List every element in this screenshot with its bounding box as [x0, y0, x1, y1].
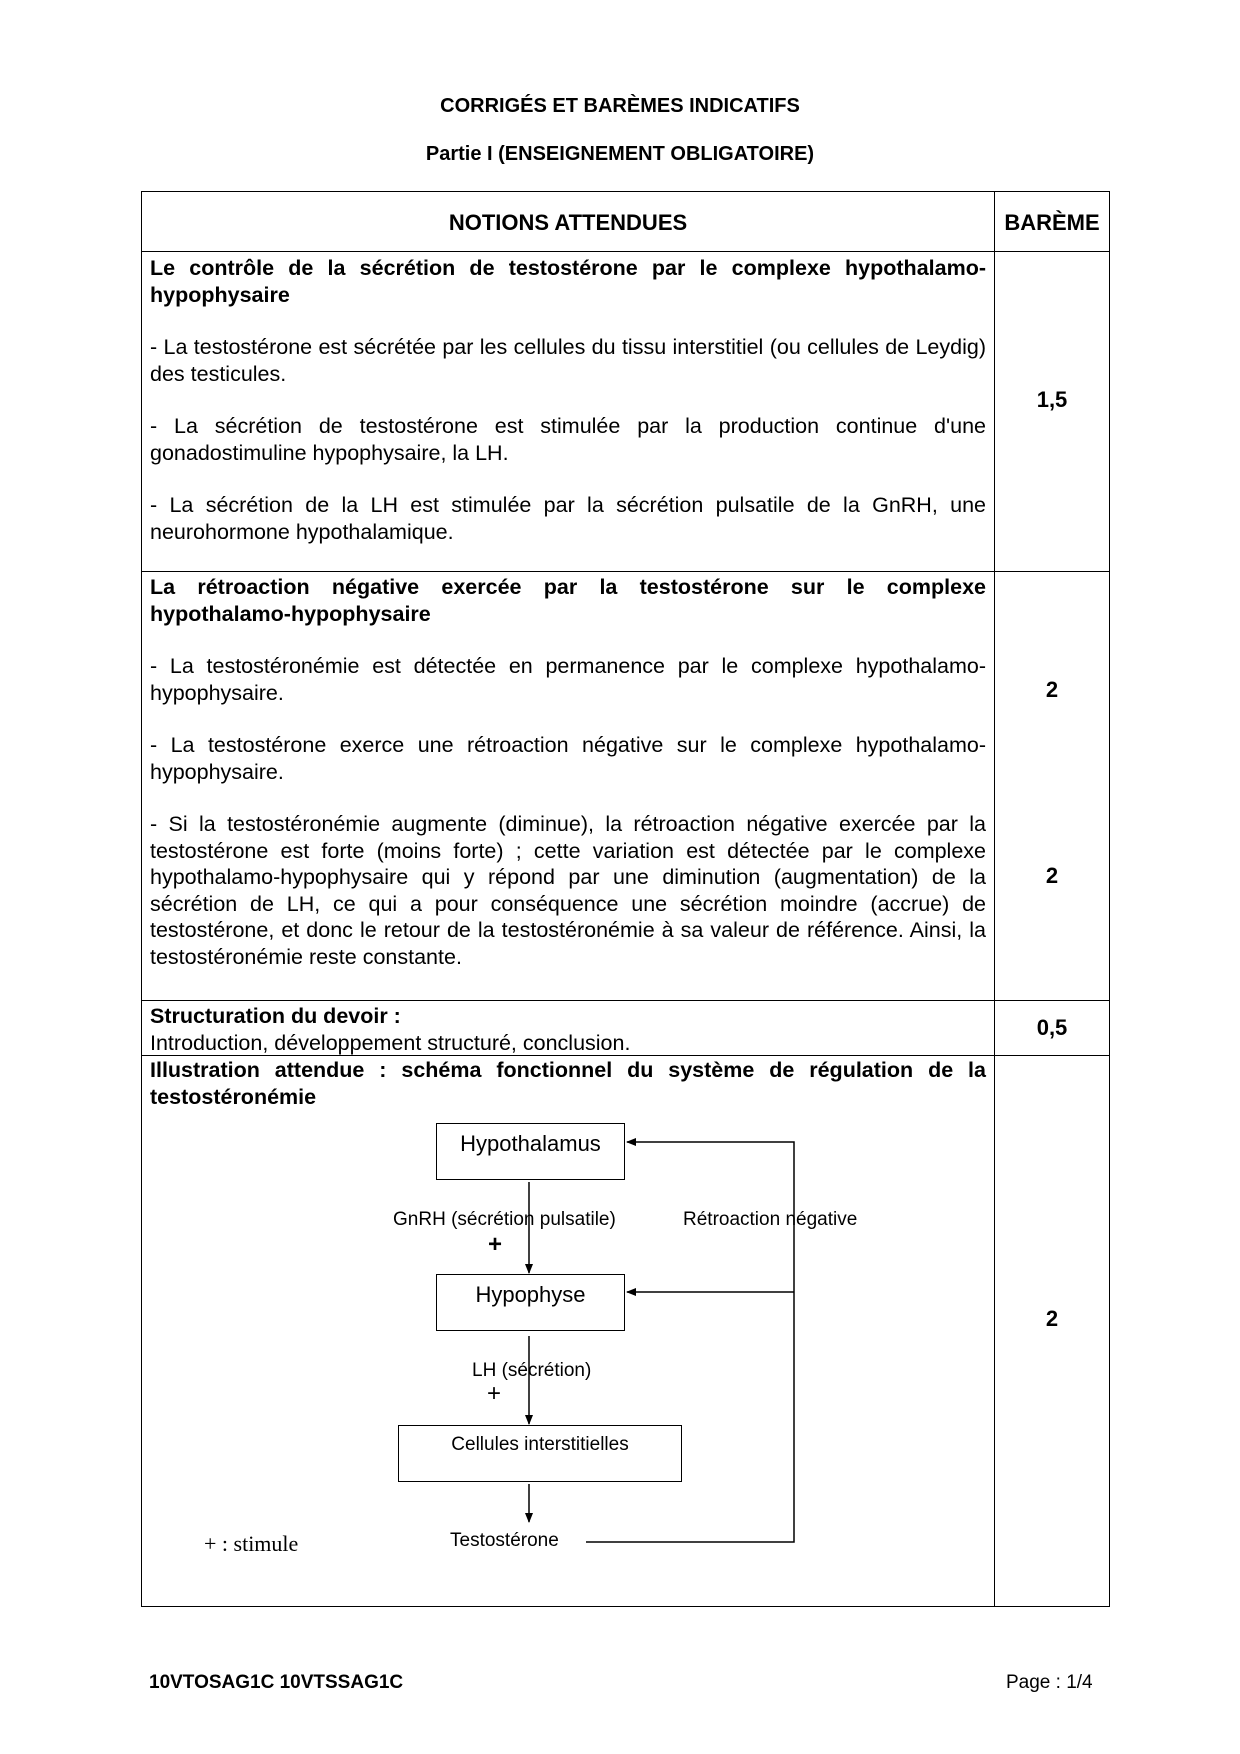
document-subtitle: Partie I (ENSEIGNEMENT OBLIGATOIRE): [425, 143, 815, 165]
section-title: Illustration attendue : schéma fonctionnel du système de régulation de la testostéronémie: [150, 1058, 986, 1109]
interstitial-cells-box: Cellules interstitielles: [398, 1425, 682, 1482]
legend-stimule: + : stimule: [204, 1531, 299, 1556]
section-title: Structuration du devoir :: [150, 1004, 401, 1028]
score-section-2b: 2: [1045, 863, 1059, 888]
testosterone-label: Testostérone: [450, 1530, 559, 1551]
notion-item: Introduction, développement structuré, conclusion.: [150, 1030, 631, 1055]
score-section-1: 1,5: [1036, 387, 1068, 412]
document-code: 10VTOSAG1C 10VTSSAG1C: [149, 1672, 404, 1693]
section-title: Le contrôle de la sécrétion de testostérone par le complexe hypothalamo-hypophysaire: [150, 256, 986, 307]
notion-item: - La sécrétion de la LH est stimulée par la sécrétion pulsatile de la GnRH, une neurohormone hypothalamique.: [150, 493, 986, 544]
grading-table: [141, 191, 1110, 1607]
notion-item: - La testostéronémie est détectée en permanence par le complexe hypothalamo-hypophysaire.: [150, 654, 986, 705]
notion-item: - La sécrétion de testostérone est stimulée par la production continue d'une gonadostimuline hypophysaire, la LH.: [150, 414, 986, 465]
score-section-2a: 2: [1045, 677, 1059, 702]
page-number: Page : 1/4: [1006, 1672, 1093, 1693]
notion-item: - Si la testostéronémie augmente (diminue), la rétroaction négative exercée par la testostérone est forte (moins forte) ; cette variation est détectée par le complexe hypothalamo-hypophysaire qui y répond par une diminution (augmentation) de la sécrétion de LH, ce qui a pour conséquence une sécrétion moindre (accrue) de testostérone, et donc le retour de la testostéronémie à sa valeur de référence. Ainsi, la testostéronémie reste constante.: [150, 812, 986, 969]
score-section-4: 2: [1045, 1306, 1059, 1331]
section-title: La rétroaction négative exercée par la testostérone sur le complexe hypothalamo-hypophysaire: [150, 575, 986, 626]
gnrh-label: GnRH (sécrétion pulsatile): [393, 1209, 616, 1230]
notion-item: - La testostérone exerce une rétroaction négative sur le complexe hypothalamo-hypophysaire.: [150, 733, 986, 784]
stimulation-plus: +: [487, 1380, 502, 1407]
column-header-notions: NOTIONS ATTENDUES: [448, 210, 688, 235]
feedback-label: Rétroaction négative: [683, 1209, 858, 1230]
notion-item: - La testostérone est sécrétée par les cellules du tissu interstitiel (ou cellules de Leydig) des testicules.: [150, 335, 986, 386]
score-section-3: 0,5: [1036, 1015, 1068, 1040]
hypothalamus-box: Hypothalamus: [436, 1123, 625, 1180]
stimulation-plus: +: [488, 1231, 503, 1258]
hypophyse-box: Hypophyse: [436, 1274, 625, 1331]
column-header-bareme: BARÈME: [1004, 210, 1100, 235]
lh-label: LH (sécrétion): [472, 1360, 592, 1381]
arrow-feedback-hypothalamus: [586, 1142, 794, 1542]
diagram-arrows: [142, 192, 1111, 1608]
document-title: CORRIGÉS ET BARÈMES INDICATIFS: [440, 95, 800, 117]
